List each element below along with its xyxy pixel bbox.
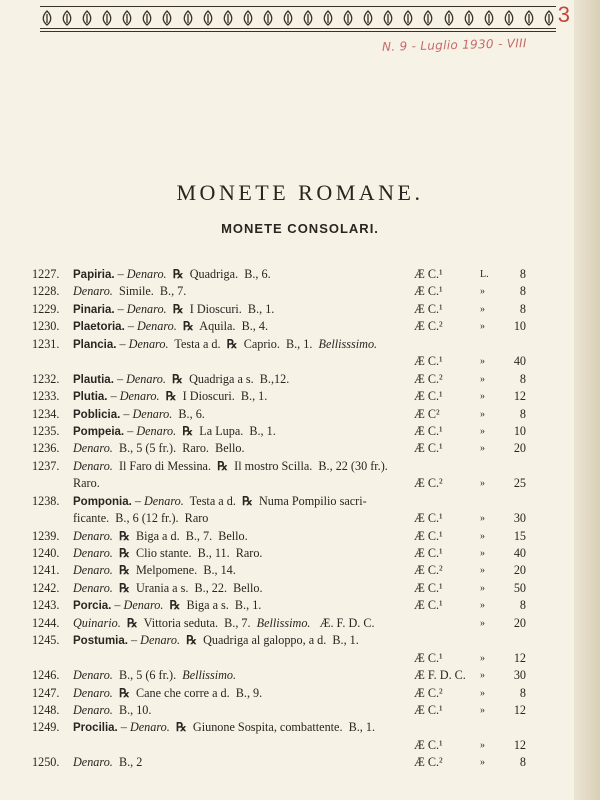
price: 8	[519, 371, 526, 386]
description-text: ficante. B., 6 (12 fr.). Raro	[73, 511, 209, 526]
family-name: Pinaria.	[73, 303, 115, 316]
metal-grade: Æ C²	[414, 406, 440, 421]
currency-mark: »	[480, 652, 485, 664]
price: 40	[513, 546, 526, 560]
currency-mark: »	[480, 530, 485, 542]
price: 12	[513, 389, 526, 404]
price: 12	[513, 650, 526, 665]
lot-description	[73, 388, 267, 406]
family-name: Papiria.	[73, 269, 115, 281]
price: 8	[519, 598, 526, 613]
leaf-ornament-icon	[361, 10, 375, 26]
description-text: –	[114, 301, 127, 316]
description-text: –	[117, 720, 130, 735]
description-text: Denaro.	[126, 267, 167, 281]
currency-mark: »	[480, 739, 485, 751]
lot-description	[73, 475, 100, 492]
catalog-line	[32, 719, 532, 736]
lot-description	[73, 371, 289, 389]
description-text: Denaro.	[126, 371, 166, 386]
lot-description	[73, 440, 245, 457]
description-text: Denaro.	[73, 441, 113, 456]
currency-mark: »	[480, 704, 485, 716]
price: 12	[513, 702, 526, 717]
description-text: Cane che corre a d. B., 9.	[129, 685, 263, 700]
description-text: Quadriga a s. B.,12.	[182, 371, 290, 386]
catalog-line	[32, 545, 532, 562]
lot-number: 1245.	[32, 633, 60, 648]
description-text: Melpomene. B., 14.	[129, 563, 236, 578]
price: 10	[513, 319, 526, 334]
leaf-ornament-icon	[502, 10, 516, 26]
catalog-line	[32, 702, 532, 719]
currency-mark: »	[480, 443, 485, 455]
description-text: Denaro.	[132, 406, 173, 421]
catalog-line	[32, 737, 532, 754]
description-text: B., 5 (5 fr.). Raro. Bello.	[112, 441, 245, 456]
description-text: –	[124, 319, 137, 334]
description-text: Simile. B., 7.	[112, 284, 187, 299]
metal-grade: Æ C.¹	[414, 702, 443, 717]
lot-number: 1228.	[32, 284, 60, 299]
description-text: Clio stante. B., 11. Raro.	[129, 546, 263, 560]
description-text: Denaro.	[143, 493, 184, 508]
price: 25	[513, 476, 526, 491]
metal-grade: Æ C.¹	[414, 423, 443, 438]
description-text: B., 6.	[172, 406, 205, 421]
leaf-ornament-icon	[100, 10, 114, 26]
metal-grade: Æ C.²	[414, 563, 443, 578]
family-name: Plutia.	[73, 391, 108, 404]
description-text: Denaro.	[136, 423, 177, 438]
reverse-icon: ℞	[172, 301, 184, 316]
catalog-line	[32, 423, 532, 440]
description-text: –	[120, 406, 133, 421]
metal-grade: Æ C.¹	[414, 598, 443, 613]
lot-description	[73, 336, 377, 354]
catalog-line	[32, 353, 532, 370]
leaf-ornament-icon	[321, 10, 335, 26]
family-name: Poblicia.	[73, 408, 121, 421]
catalog-line	[32, 406, 532, 423]
lot-description	[73, 266, 271, 284]
description-text: I Dioscuri. B., 1.	[176, 389, 268, 404]
price: 10	[513, 423, 526, 438]
lot-description	[73, 667, 236, 684]
metal-grade: Æ C.¹	[414, 737, 443, 752]
leaf-ornament-icon	[181, 10, 195, 26]
price: 8	[519, 755, 526, 770]
family-name: Plautia.	[73, 373, 114, 386]
description-text: Denaro.	[136, 319, 177, 334]
currency-mark: »	[480, 408, 485, 420]
lot-description	[73, 702, 151, 719]
lot-number: 1232.	[32, 371, 60, 386]
currency-mark: »	[480, 617, 485, 629]
description-text: Denaro.	[73, 563, 113, 578]
metal-grade: Æ C.¹	[414, 267, 443, 281]
lot-number: 1236.	[32, 441, 60, 456]
description-text: Denaro.	[73, 458, 113, 473]
currency-mark: »	[480, 356, 485, 368]
description-text: Denaro.	[129, 720, 170, 735]
lot-number: 1230.	[32, 319, 60, 334]
price: 15	[513, 528, 526, 543]
lot-number: 1238.	[32, 493, 60, 508]
description-text: Denaro.	[73, 702, 113, 717]
price: 12	[513, 737, 526, 752]
metal-grade: Æ C.¹	[414, 580, 443, 595]
leaf-ornament-icon	[522, 10, 536, 26]
currency-mark: »	[480, 286, 485, 298]
page-title: MONETE ROMANE.	[176, 180, 424, 205]
catalog-line	[32, 650, 532, 667]
lot-description	[73, 301, 274, 319]
lot-description	[73, 580, 263, 597]
price: 8	[519, 406, 526, 421]
lot-description	[73, 615, 375, 632]
currency-mark: »	[480, 321, 485, 333]
metal-grade: Æ C.¹	[414, 354, 443, 369]
description-text: Giunone Sospita, combattente. B., 1.	[186, 720, 376, 735]
catalog-line	[32, 615, 532, 632]
price: 8	[519, 685, 526, 700]
lot-description	[73, 562, 236, 579]
description-text: Numa Pompilio sacri-	[252, 493, 367, 508]
description-text: B., 2	[112, 755, 143, 770]
currency-mark: »	[480, 582, 485, 594]
catalog-line	[32, 597, 532, 614]
description-text: –	[107, 389, 120, 404]
lot-description	[73, 458, 388, 475]
catalog-line	[32, 283, 532, 300]
description-text: Denaro.	[126, 301, 167, 316]
family-name: Plaetoria.	[73, 321, 125, 334]
catalog-line	[32, 266, 532, 283]
lot-description	[73, 719, 375, 737]
price: 8	[519, 267, 526, 281]
leaf-ornament-icon	[542, 10, 556, 26]
lot-number: 1248.	[32, 702, 60, 717]
catalog-line	[32, 318, 532, 335]
currency-mark: »	[480, 687, 485, 699]
lot-number: 1237.	[32, 458, 60, 473]
reverse-icon: ℞	[118, 563, 130, 578]
description-text: Bellissimo.	[256, 615, 311, 630]
metal-grade: Æ C.¹	[414, 284, 443, 299]
description-text: Denaro.	[119, 389, 160, 404]
catalog-line	[32, 510, 532, 527]
leaf-ornament-icon	[442, 10, 456, 26]
leaf-ornament-icon	[241, 10, 255, 26]
catalog-line	[32, 562, 532, 579]
reverse-icon: ℞	[126, 615, 138, 630]
lot-description	[73, 510, 208, 527]
currency-mark: »	[480, 391, 485, 403]
description-text: Quinario.	[73, 615, 121, 630]
description-text: I Dioscuri. B., 1.	[183, 301, 275, 316]
lot-description	[73, 406, 205, 424]
description-text: Denaro.	[73, 580, 113, 595]
reverse-icon: ℞	[186, 633, 198, 648]
metal-grade: Æ C.²	[414, 476, 443, 491]
description-text: –	[131, 493, 144, 508]
reverse-icon: ℞	[182, 319, 194, 334]
description-text: Denaro.	[73, 755, 113, 770]
currency-mark: »	[480, 478, 485, 490]
family-name: Plancia.	[73, 338, 117, 351]
catalog-line	[32, 685, 532, 702]
description-text: Biga a d. B., 7. Bello.	[129, 528, 248, 543]
description-text: Denaro.	[73, 284, 113, 299]
metal-grade: Æ C.¹	[414, 301, 443, 316]
leaf-ornament-icon	[40, 10, 54, 26]
catalog-line	[32, 493, 532, 510]
lot-description	[73, 632, 359, 650]
description-text: –	[127, 633, 141, 648]
lot-description	[73, 685, 262, 702]
description-text: Urania a s. B., 22. Bello.	[129, 580, 263, 595]
lot-description	[73, 423, 276, 441]
handwritten-annotation: N. 9 - Luglio 1930 - VIII	[381, 36, 527, 54]
reverse-icon: ℞	[217, 458, 229, 473]
reverse-icon: ℞	[241, 493, 253, 508]
metal-grade: Æ F. D. C.	[414, 668, 466, 683]
catalog-line	[32, 440, 532, 457]
lot-number: 1241.	[32, 563, 60, 578]
catalog-line	[32, 371, 532, 388]
description-text: Il mostro Scilla. B., 22 (30 fr.).	[228, 458, 388, 473]
description-text: –	[113, 371, 127, 386]
family-name: Procilia.	[73, 722, 118, 735]
description-text: Denaro.	[73, 668, 113, 683]
section-title: MONETE CONSOLARI.	[221, 221, 379, 236]
leaf-ornament-icon	[462, 10, 476, 26]
reverse-icon: ℞	[169, 598, 181, 613]
family-name: Porcia.	[73, 600, 112, 613]
price: 8	[519, 301, 526, 316]
description-text: Denaro.	[73, 528, 113, 543]
metal-grade: Æ C.¹	[414, 511, 443, 526]
lot-number: 1250.	[32, 755, 60, 770]
leaf-ornament-icon	[401, 10, 415, 26]
family-name: Pompeia.	[73, 425, 125, 438]
description-text: Bellisssimo.	[318, 336, 378, 351]
catalog-line	[32, 475, 532, 492]
description-text: Testa a d.	[168, 336, 227, 351]
lot-number: 1240.	[32, 546, 60, 560]
price: 20	[513, 563, 526, 578]
description-text: Denaro.	[128, 336, 169, 351]
catalog-line	[32, 336, 532, 353]
description-text: B., 10.	[112, 702, 152, 717]
leaf-ornament-icon	[160, 10, 174, 26]
currency-mark: »	[480, 513, 485, 525]
leaf-ornament-icon	[60, 10, 74, 26]
currency-mark: »	[480, 373, 485, 385]
lot-description	[73, 528, 248, 545]
description-text: Aquila. B., 4.	[193, 319, 268, 334]
lot-number: 1247.	[32, 685, 60, 700]
leaf-ornament-icon	[120, 10, 134, 26]
currency-mark: »	[480, 303, 485, 315]
currency-mark: L.	[480, 269, 489, 280]
catalog-entries	[32, 266, 532, 772]
price: 20	[513, 441, 526, 456]
metal-grade: Æ C.²	[414, 685, 443, 700]
description-text: Vittoria seduta. B., 7.	[137, 615, 257, 630]
leaf-ornament-icon	[261, 10, 275, 26]
description-text: Denaro.	[123, 598, 164, 613]
price: 8	[519, 284, 526, 299]
description-text: Raro.	[73, 476, 100, 491]
leaf-ornament-icon	[201, 10, 215, 26]
price: 40	[513, 354, 526, 369]
reverse-icon: ℞	[172, 267, 184, 281]
metal-grade: Æ C.²	[414, 371, 443, 386]
description-text: Æ. F. D. C.	[310, 615, 375, 630]
metal-grade: Æ C.¹	[414, 389, 443, 404]
reverse-icon: ℞	[165, 389, 177, 404]
lot-description	[73, 754, 142, 771]
description-text: Biga a s. B., 1.	[180, 598, 262, 613]
price: 30	[513, 511, 526, 526]
catalog-line	[32, 667, 532, 684]
description-text: –	[111, 598, 124, 613]
leaf-ornament-icon	[341, 10, 355, 26]
lot-number: 1242.	[32, 580, 60, 595]
description-text: Quadriga al galoppo, a d. B., 1.	[197, 633, 359, 648]
currency-mark: »	[480, 548, 485, 559]
leaf-ornament-icon	[281, 10, 295, 26]
currency-mark: »	[480, 757, 485, 769]
reverse-icon: ℞	[118, 685, 130, 700]
reverse-icon: ℞	[172, 371, 183, 386]
description-text: Quadriga. B., 6.	[183, 267, 271, 281]
description-text: –	[124, 423, 137, 438]
metal-grade: Æ C.¹	[414, 546, 443, 560]
lot-number: 1234.	[32, 406, 60, 421]
metal-grade: Æ C.¹	[414, 441, 443, 456]
leaf-ornament-icon	[482, 10, 496, 26]
reverse-icon: ℞	[182, 423, 194, 438]
catalog-line	[32, 388, 532, 405]
currency-mark: »	[480, 600, 485, 612]
lot-description	[73, 545, 262, 562]
description-text: Denaro.	[140, 633, 180, 648]
catalog-line	[32, 754, 532, 771]
lot-description	[73, 493, 367, 511]
reverse-icon: ℞	[118, 580, 130, 595]
lot-number: 1246.	[32, 668, 60, 683]
price: 50	[513, 580, 526, 595]
description-text: –	[114, 267, 127, 281]
price: 30	[513, 668, 526, 683]
lot-number: 1243.	[32, 598, 60, 613]
family-name: Postumia.	[73, 635, 128, 648]
header-ornament	[40, 6, 556, 32]
lot-number: 1231.	[32, 336, 60, 351]
metal-grade: Æ C.²	[414, 319, 443, 334]
currency-mark: »	[480, 670, 485, 682]
lot-number: 1227.	[32, 267, 60, 281]
description-text: Caprio. B., 1.	[237, 336, 319, 351]
metal-grade: Æ C.¹	[414, 650, 443, 665]
leaf-ornament-icon	[140, 10, 154, 26]
catalog-line	[32, 458, 532, 475]
description-text: Il Faro di Messina.	[112, 458, 218, 473]
description-text: –	[116, 336, 129, 351]
description-text: B., 5 (6 fr.).	[112, 668, 183, 683]
reverse-icon: ℞	[118, 528, 130, 543]
lot-number: 1235.	[32, 423, 60, 438]
lot-description	[73, 597, 261, 615]
lot-number: 1239.	[32, 528, 60, 543]
page-mark: 3	[557, 2, 570, 27]
price: 20	[513, 615, 526, 630]
catalog-line	[32, 301, 532, 318]
leaf-ornament-icon	[381, 10, 395, 26]
reverse-icon: ℞	[118, 546, 130, 560]
leaf-ornament-icon	[80, 10, 94, 26]
lot-number: 1244.	[32, 615, 60, 630]
catalog-line	[32, 528, 532, 545]
lot-number: 1233.	[32, 389, 60, 404]
family-name: Pomponia.	[73, 495, 132, 508]
leaf-ornament-icon	[421, 10, 435, 26]
lot-description	[73, 283, 186, 300]
metal-grade: Æ C.²	[414, 755, 443, 770]
description-text: Denaro.	[73, 685, 113, 700]
lot-number: 1249.	[32, 720, 60, 735]
lot-description	[73, 318, 268, 336]
reverse-icon: ℞	[226, 336, 238, 351]
description-text: Denaro.	[73, 546, 113, 560]
description-text: La Lupa. B., 1.	[193, 423, 276, 438]
catalog-line	[32, 580, 532, 597]
metal-grade: Æ C.¹	[414, 528, 443, 543]
catalog-line	[32, 632, 532, 649]
page-edge	[574, 0, 600, 800]
currency-mark: »	[480, 425, 485, 437]
description-text: Testa a d.	[183, 493, 242, 508]
leaf-ornament-icon	[301, 10, 315, 26]
reverse-icon: ℞	[175, 720, 187, 735]
description-text: Bellissimo.	[182, 668, 237, 683]
currency-mark: »	[480, 565, 485, 577]
lot-number: 1229.	[32, 301, 60, 316]
leaf-ornament-icon	[221, 10, 235, 26]
